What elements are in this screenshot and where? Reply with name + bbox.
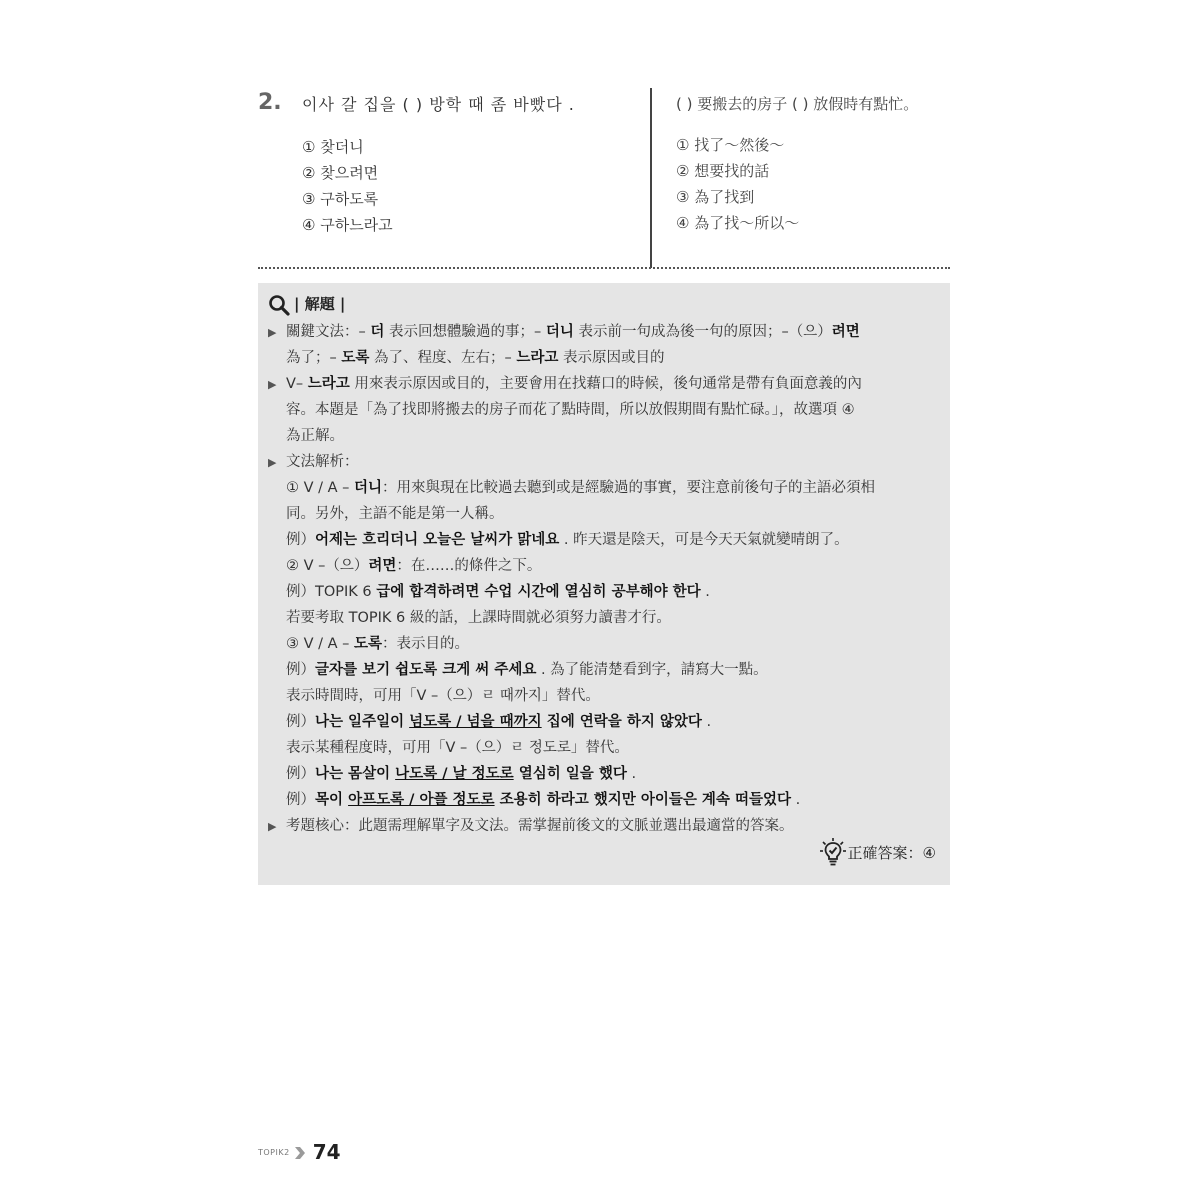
text: V– bbox=[286, 376, 308, 392]
korean-example: 글자를 보기 쉽도록 크게 써 주세요 bbox=[315, 662, 537, 678]
text: 表示回想體驗過的事；– bbox=[384, 324, 546, 340]
grammar-term: 도록 bbox=[354, 636, 383, 652]
text: 例） bbox=[286, 532, 315, 548]
translation-option-4: ④ 為了找～所以～ bbox=[676, 214, 800, 232]
option-1: ① 찾더니 bbox=[302, 138, 364, 156]
footer-brand: TOPIK2 bbox=[258, 1147, 290, 1157]
correct-answer bbox=[820, 837, 936, 867]
lightbulb-check-icon bbox=[820, 837, 846, 867]
substitution-note: 表示某種程度時，可用「V –（으）ㄹ 정도로」替代。 bbox=[286, 740, 629, 756]
explanation-title-text: | 解題 | bbox=[294, 295, 346, 313]
question-translation-block bbox=[676, 92, 956, 236]
option-3: ③ 구하도록 bbox=[302, 190, 379, 208]
translation-option-3: ③ 為了找到 bbox=[676, 188, 755, 206]
korean-example: 어제는 흐리더니 오늘은 날씨가 맑네요 bbox=[315, 532, 560, 548]
translation-options bbox=[676, 132, 956, 236]
explanation-box bbox=[258, 283, 950, 885]
question-translation: ( ) 要搬去的房子 ( ) 放假時有點忙。 bbox=[676, 95, 919, 113]
text: 例） bbox=[286, 766, 315, 782]
bullet-core-point bbox=[268, 813, 936, 839]
grammar-term: 려면 bbox=[831, 324, 860, 340]
example-sentence bbox=[268, 709, 936, 735]
bullet-usage-cont: 容。本題是「為了找即將搬去的房子而花了點時間，所以放假期間有點忙碌。」，故選項 ④ bbox=[286, 402, 855, 418]
bullet-key-grammar bbox=[268, 319, 936, 345]
korean-example: 급에 합격하려면 수업 시간에 열심히 공부해야 한다 bbox=[376, 584, 701, 600]
korean-example: 나는 몸살이 bbox=[315, 766, 396, 782]
grammar-term: 느라고 bbox=[516, 350, 559, 366]
korean-example: 열심히 일을 했다 bbox=[513, 766, 627, 782]
text: . bbox=[791, 792, 801, 808]
page-footer bbox=[258, 1140, 341, 1164]
explanation-title bbox=[268, 289, 936, 319]
text: ：用來與現在比較過去聽到或是經驗過的事實，要注意前後句子的主語必須相 bbox=[382, 480, 876, 496]
example-sentence bbox=[268, 579, 936, 605]
page-number: 74 bbox=[312, 1140, 341, 1164]
answer-text: 正確答案：④ bbox=[847, 843, 936, 862]
korean-example: 목이 bbox=[315, 792, 349, 808]
option-4: ④ 구하느라고 bbox=[302, 216, 393, 234]
grammar-term: 려면 bbox=[368, 558, 397, 574]
substitution-note: 表示時間時，可用「V –（으）ㄹ 때까지」替代。 bbox=[286, 688, 600, 704]
magnifier-icon bbox=[268, 294, 290, 316]
text: . bbox=[701, 714, 712, 730]
text: 例）TOPIK 6 bbox=[286, 584, 377, 600]
text: 為了、程度、左右；– bbox=[369, 350, 517, 366]
dotted-separator bbox=[258, 267, 950, 269]
text: ：表示目的。 bbox=[382, 636, 470, 652]
text: 表示前一句成為後一句的原因；–（으） bbox=[573, 324, 832, 340]
text: 文法解析： bbox=[286, 454, 359, 470]
bullet-arrow-icon: ▶ bbox=[268, 378, 277, 391]
bullet-arrow-icon: ▶ bbox=[268, 820, 277, 833]
text: ① V / A – bbox=[286, 480, 355, 496]
text: 考題核心：此題需理解單字及文法。需掌握前後文的文脈並選出最適當的答案。 bbox=[286, 818, 794, 834]
grammar-term: 더니 bbox=[545, 324, 574, 340]
option-2: ② 찾으려면 bbox=[302, 164, 379, 182]
text: ：在……的條件之下。 bbox=[396, 558, 542, 574]
grammar-term: 더니 bbox=[354, 480, 383, 496]
bullet-grammar-analysis bbox=[268, 449, 936, 475]
bullet-arrow-icon: ▶ bbox=[268, 326, 277, 339]
bullet-key-grammar-cont bbox=[268, 345, 936, 371]
text: 關鍵文法：– bbox=[286, 324, 371, 340]
question-number: 2. bbox=[258, 90, 282, 115]
grammar-item-1-cont: 同。另外，主語不能是第一人稱。 bbox=[286, 506, 504, 522]
example-sentence bbox=[268, 787, 936, 813]
text: 表示原因或目的 bbox=[558, 350, 665, 366]
column-divider bbox=[650, 88, 652, 268]
example-translation: 若要考取 TOPIK 6 級的話，上課時間就必須努力讀書才行。 bbox=[286, 610, 671, 626]
question-options bbox=[302, 134, 393, 238]
bullet-usage-cont: 為正解。 bbox=[286, 428, 344, 444]
text: 例） bbox=[286, 714, 315, 730]
question-text: 이사 갈 집을 ( ) 방학 때 좀 바빴다 . bbox=[302, 95, 575, 114]
grammar-term: 도록 bbox=[341, 350, 370, 366]
korean-example: 집에 연락을 하지 않았다 bbox=[541, 714, 702, 730]
question-block bbox=[258, 88, 950, 268]
text: . bbox=[700, 584, 710, 600]
text: . bbox=[626, 766, 637, 782]
text: 為了；– bbox=[286, 350, 342, 366]
korean-example-underlined: 아프도록 / 아플 정도로 bbox=[348, 792, 495, 808]
bullet-arrow-icon: ▶ bbox=[268, 456, 277, 469]
grammar-term: 느라고 bbox=[307, 376, 350, 392]
korean-example: 나는 일주일이 bbox=[315, 714, 410, 730]
korean-example-underlined: 나도록 / 날 정도로 bbox=[395, 766, 514, 782]
example-sentence bbox=[268, 527, 936, 553]
korean-example-underlined: 넘도록 / 넘을 때까지 bbox=[409, 714, 542, 730]
translation-option-1: ① 找了～然後～ bbox=[676, 136, 785, 154]
text: . 為了能清楚看到字，請寫大一點。 bbox=[536, 662, 768, 678]
bullet-usage bbox=[268, 371, 936, 397]
korean-example: 조용히 하라고 했지만 아이들은 계속 떠들었다 bbox=[494, 792, 791, 808]
example-sentence bbox=[268, 657, 936, 683]
translation-option-2: ② 想要找的話 bbox=[676, 162, 770, 180]
example-sentence bbox=[268, 761, 936, 787]
grammar-term: 더 bbox=[370, 324, 385, 340]
chevron-right-icon bbox=[293, 1145, 307, 1159]
text: ③ V / A – bbox=[286, 636, 355, 652]
text: . 昨天還是陰天，可是今天天氣就變晴朗了。 bbox=[559, 532, 849, 548]
grammar-item-3 bbox=[268, 631, 936, 657]
text: 用來表示原因或目的，主要會用在找藉口的時候，後句通常是帶有負面意義的內 bbox=[349, 376, 862, 392]
grammar-item-1 bbox=[268, 475, 936, 501]
text: 例） bbox=[286, 792, 315, 808]
text: ② V –（으） bbox=[286, 558, 369, 574]
text: 例） bbox=[286, 662, 315, 678]
grammar-item-2 bbox=[268, 553, 936, 579]
